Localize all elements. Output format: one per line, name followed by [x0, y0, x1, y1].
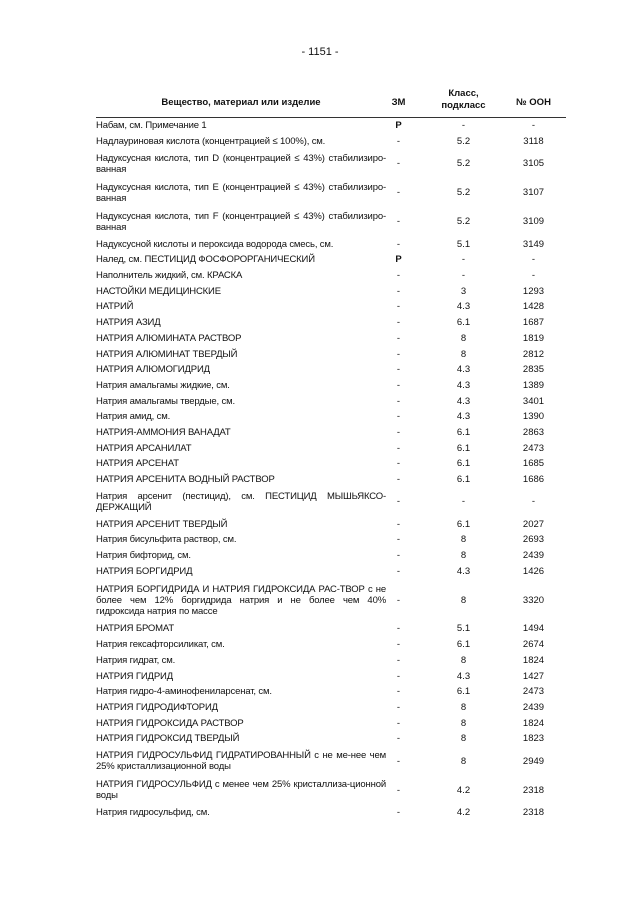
cell-class: 6.1 — [456, 474, 471, 486]
table-row — [96, 747, 566, 776]
cell-un-number: 2835 — [522, 364, 545, 376]
cell-un-number: - — [531, 120, 536, 132]
header-class-line1: Класс, — [448, 88, 479, 99]
table-row — [96, 362, 566, 378]
cell-substance: Надуксусная кислота, тип E (концентрацией ≤ 43%) стабилизиро-ванная — [96, 181, 386, 204]
table-row — [96, 178, 566, 207]
table-row — [96, 283, 566, 299]
cell-un-number: 2439 — [522, 701, 545, 713]
cell-class: 6.1 — [456, 686, 471, 698]
cell-zm: - — [396, 285, 401, 297]
cell-un-number: 2863 — [522, 426, 545, 438]
cell-class: 8 — [460, 348, 467, 360]
cell-un-number: - — [531, 496, 536, 508]
table-row — [96, 532, 566, 548]
cell-zm: - — [396, 755, 401, 767]
cell-un-number: 2949 — [522, 755, 545, 767]
table-row — [96, 440, 566, 456]
cell-substance: НАТРИЯ-АММОНИЯ ВАНАДАТ — [96, 426, 231, 438]
table-row — [96, 299, 566, 315]
table-row — [96, 731, 566, 747]
cell-un-number: 2439 — [522, 550, 545, 562]
cell-substance: НАТРИЯ АЛЮМИНАТА РАСТВОР — [96, 332, 242, 344]
table-row — [96, 621, 566, 637]
table-row — [96, 548, 566, 564]
page-number: - 1151 - — [301, 46, 339, 58]
cell-zm: - — [396, 701, 401, 713]
cell-zm: - — [396, 496, 401, 508]
cell-class: 8 — [460, 733, 467, 745]
cell-zm: - — [396, 474, 401, 486]
cell-un-number: 1428 — [522, 301, 545, 313]
cell-un-number: 2693 — [522, 534, 545, 546]
cell-class: 6.1 — [456, 426, 471, 438]
cell-class: 4.2 — [456, 784, 471, 796]
cell-class: 4.3 — [456, 301, 471, 313]
cell-un-number: 3320 — [522, 594, 545, 606]
cell-zm: - — [396, 301, 401, 313]
cell-class: 4.3 — [456, 565, 471, 577]
cell-substance: НАТРИЙ — [96, 301, 134, 313]
table-row — [96, 134, 566, 150]
cell-un-number: 3105 — [522, 158, 545, 170]
cell-substance: Натрия амид, см. — [96, 411, 171, 423]
cell-zm: - — [396, 670, 401, 682]
cell-class: 5.2 — [456, 187, 471, 199]
table-row — [96, 715, 566, 731]
cell-substance: Надуксусная кислота, тип D (концентрацией ≤ 43%) стабилизиро-ванная — [96, 152, 386, 175]
table-row — [96, 409, 566, 425]
cell-un-number: 2674 — [522, 639, 545, 651]
cell-class: 5.1 — [456, 623, 471, 635]
cell-un-number: 1390 — [522, 411, 545, 423]
table-row — [96, 516, 566, 532]
cell-zm: - — [396, 623, 401, 635]
cell-un-number: 3118 — [523, 136, 544, 148]
cell-zm: - — [396, 332, 401, 344]
cell-class: 4.3 — [456, 379, 471, 391]
cell-zm: - — [396, 550, 401, 562]
table-row — [96, 700, 566, 716]
table-row — [96, 472, 566, 488]
cell-un-number: 3109 — [522, 216, 545, 228]
cell-substance: Натрия гидрат, см. — [96, 654, 176, 666]
cell-substance: НАТРИЯ ГИДРОКСИД ТВЕРДЫЙ — [96, 733, 240, 745]
header-class — [426, 88, 501, 112]
cell-class: 4.3 — [456, 395, 471, 407]
cell-class: 4.2 — [456, 806, 471, 818]
cell-zm: - — [396, 348, 401, 360]
cell-substance: НАТРИЯ ГИДРОДИФТОРИД — [96, 701, 218, 713]
cell-class: 5.2 — [456, 216, 471, 228]
cell-un-number: 2473 — [522, 686, 545, 698]
cell-zm: Р — [395, 254, 402, 266]
table-row — [96, 653, 566, 669]
cell-substance: Надуксусная кислота, тип F (концентрацией ≤ 43%) стабилизиро-ванная — [96, 210, 386, 233]
cell-un-number: 2318 — [522, 784, 545, 796]
cell-class: - — [461, 120, 466, 132]
cell-zm: - — [396, 411, 401, 423]
cell-class: 6.1 — [456, 639, 471, 651]
cell-substance: Надлауриновая кислота (концентрацией ≤ 100%), см. — [96, 136, 326, 148]
cell-substance: НАТРИЯ АРСЕНИТ ТВЕРДЫЙ — [96, 518, 228, 530]
table-row — [96, 346, 566, 362]
table-row — [96, 315, 566, 331]
table-row — [96, 252, 566, 268]
table-row — [96, 378, 566, 394]
cell-zm: - — [396, 639, 401, 651]
cell-zm: Р — [395, 120, 402, 132]
table-row — [96, 456, 566, 472]
cell-substance: НАТРИЯ БОРГИДРИД — [96, 565, 193, 577]
cell-class: 8 — [460, 534, 467, 546]
cell-class: - — [461, 254, 466, 266]
cell-class: - — [461, 496, 466, 508]
cell-substance: НАТРИЯ ГИДРОСУЛЬФИД ГИДРАТИРОВАННЫЙ с не ме-нее чем 25% кристаллизационной воды — [96, 750, 386, 773]
header-class-line2: подкласс — [441, 100, 486, 111]
table-row — [96, 207, 566, 236]
table-row — [96, 393, 566, 409]
cell-substance: НАТРИЯ ГИДРОКСИДА РАСТВОР — [96, 717, 244, 729]
cell-substance: Набам, см. Примечание 1 — [96, 120, 207, 132]
cell-substance: Натрия амальгамы твердые, см. — [96, 395, 235, 407]
cell-zm: - — [396, 458, 401, 470]
cell-un-number: 1824 — [522, 654, 545, 666]
cell-un-number: 2473 — [522, 442, 545, 454]
cell-un-number: 1823 — [522, 733, 545, 745]
header-zm: ЗМ — [391, 97, 406, 108]
cell-zm: - — [396, 238, 401, 250]
cell-substance: Надуксусной кислоты и пероксида водорода смесь, см. — [96, 238, 334, 250]
cell-un-number: 3401 — [522, 395, 545, 407]
cell-substance: НАТРИЯ АРСЕНИТА ВОДНЫЙ РАСТВОР — [96, 474, 275, 486]
cell-class: 5.1 — [456, 238, 471, 250]
cell-zm: - — [396, 379, 401, 391]
table-row — [96, 684, 566, 700]
cell-un-number: 1293 — [522, 285, 545, 297]
cell-class: 4.3 — [456, 411, 471, 423]
table-row — [96, 579, 566, 621]
cell-zm: - — [396, 364, 401, 376]
cell-substance: Натрия бифторид, см. — [96, 550, 191, 562]
cell-substance: НАТРИЯ АЛЮМИНАТ ТВЕРДЫЙ — [96, 348, 238, 360]
cell-class: 8 — [460, 654, 467, 666]
cell-substance: Натрия арсенит (пестицид), см. ПЕСТИЦИД МЫШЬЯКСО-ДЕРЖАЩИЙ — [96, 490, 386, 513]
table-row — [96, 668, 566, 684]
table-header — [96, 86, 566, 116]
table-row — [96, 149, 566, 178]
cell-zm: - — [396, 158, 401, 170]
table-row — [96, 805, 566, 821]
table-row — [96, 268, 566, 284]
substance-table — [96, 118, 566, 820]
cell-substance: Наполнитель жидкий, см. КРАСКА — [96, 270, 243, 282]
table-row — [96, 776, 566, 805]
cell-substance: Натрия бисульфита раствор, см. — [96, 534, 237, 546]
cell-zm: - — [396, 317, 401, 329]
cell-zm: - — [396, 784, 401, 796]
cell-substance: НАТРИЯ ГИДРИД — [96, 670, 173, 682]
cell-class: 8 — [460, 550, 467, 562]
cell-class: 8 — [460, 332, 467, 344]
cell-substance: Налед, см. ПЕСТИЦИД ФОСФОРОРГАНИЧЕСКИЙ — [96, 254, 315, 266]
cell-un-number: 1819 — [522, 332, 545, 344]
cell-class: 6.1 — [456, 518, 471, 530]
cell-zm: - — [396, 136, 401, 148]
cell-substance: Натрия гидросульфид, см. — [96, 806, 210, 818]
cell-substance: НАТРИЯ АРСАНИЛАТ — [96, 442, 192, 454]
cell-zm: - — [396, 654, 401, 666]
cell-class: 6.1 — [456, 458, 471, 470]
table-row — [96, 563, 566, 579]
table-row — [96, 331, 566, 347]
table-row — [96, 236, 566, 252]
cell-substance: НАТРИЯ ГИДРОСУЛЬФИД с менее чем 25% кристаллиза-ционной воды — [96, 779, 386, 802]
cell-class: 3 — [460, 285, 467, 297]
cell-zm: - — [396, 426, 401, 438]
cell-un-number: 2027 — [522, 518, 545, 530]
table-row — [96, 637, 566, 653]
cell-zm: - — [396, 395, 401, 407]
cell-zm: - — [396, 187, 401, 199]
cell-un-number: 3107 — [522, 187, 545, 199]
cell-zm: - — [396, 594, 401, 606]
cell-class: 8 — [460, 755, 467, 767]
cell-un-number: 1687 — [522, 317, 545, 329]
cell-zm: - — [396, 216, 401, 228]
cell-substance: НАТРИЯ АЛЮМОГИДРИД — [96, 364, 210, 376]
table-row — [96, 118, 566, 134]
cell-zm: - — [396, 806, 401, 818]
cell-substance: НАТРИЯ АРСЕНАТ — [96, 458, 179, 470]
cell-zm: - — [396, 717, 401, 729]
cell-zm: - — [396, 442, 401, 454]
cell-class: 6.1 — [456, 317, 471, 329]
header-un-number: № ООН — [516, 97, 551, 108]
cell-un-number: 1426 — [522, 565, 545, 577]
cell-class: 5.2 — [456, 158, 471, 170]
cell-un-number: 1686 — [522, 474, 545, 486]
cell-un-number: 1389 — [522, 379, 545, 391]
cell-un-number: 1824 — [522, 717, 545, 729]
table-row — [96, 487, 566, 516]
cell-zm: - — [396, 534, 401, 546]
cell-class: 4.3 — [456, 364, 471, 376]
cell-class: 8 — [460, 594, 467, 606]
cell-zm: - — [396, 518, 401, 530]
cell-substance: Натрия амальгамы жидкие, см. — [96, 379, 230, 391]
cell-substance: Натрия гексафторсиликат, см. — [96, 639, 225, 651]
cell-class: 5.2 — [456, 136, 471, 148]
cell-un-number: 1494 — [522, 623, 545, 635]
cell-class: 6.1 — [456, 442, 471, 454]
cell-un-number: 2812 — [522, 348, 545, 360]
cell-un-number: - — [531, 254, 536, 266]
cell-substance: НАТРИЯ БОРГИДРИДА И НАТРИЯ ГИДРОКСИДА РАС-ТВОР с не более чем 12% боргидрида натрия и не более чем 40% гидроксида натрия по массе — [96, 583, 386, 617]
cell-un-number: 3149 — [522, 238, 545, 250]
cell-un-number: 1427 — [522, 670, 545, 682]
cell-substance: НАТРИЯ БРОМАТ — [96, 623, 175, 635]
cell-zm: - — [396, 270, 401, 282]
cell-un-number: 1685 — [522, 458, 545, 470]
header-substance: Вещество, материал или изделие — [161, 97, 321, 108]
cell-class: 8 — [460, 701, 467, 713]
cell-substance: НАСТОЙКИ МЕДИЦИНСКИЕ — [96, 285, 221, 297]
cell-class: 8 — [460, 717, 467, 729]
cell-zm: - — [396, 565, 401, 577]
cell-zm: - — [396, 686, 401, 698]
cell-substance: НАТРИЯ АЗИД — [96, 317, 161, 329]
cell-zm: - — [396, 733, 401, 745]
cell-un-number: - — [531, 270, 536, 282]
cell-class: 4.3 — [456, 670, 471, 682]
cell-un-number: 2318 — [522, 806, 545, 818]
table-row — [96, 425, 566, 441]
cell-substance: Натрия гидро-4-аминофениларсенат, см. — [96, 686, 272, 698]
cell-class: - — [461, 270, 466, 282]
